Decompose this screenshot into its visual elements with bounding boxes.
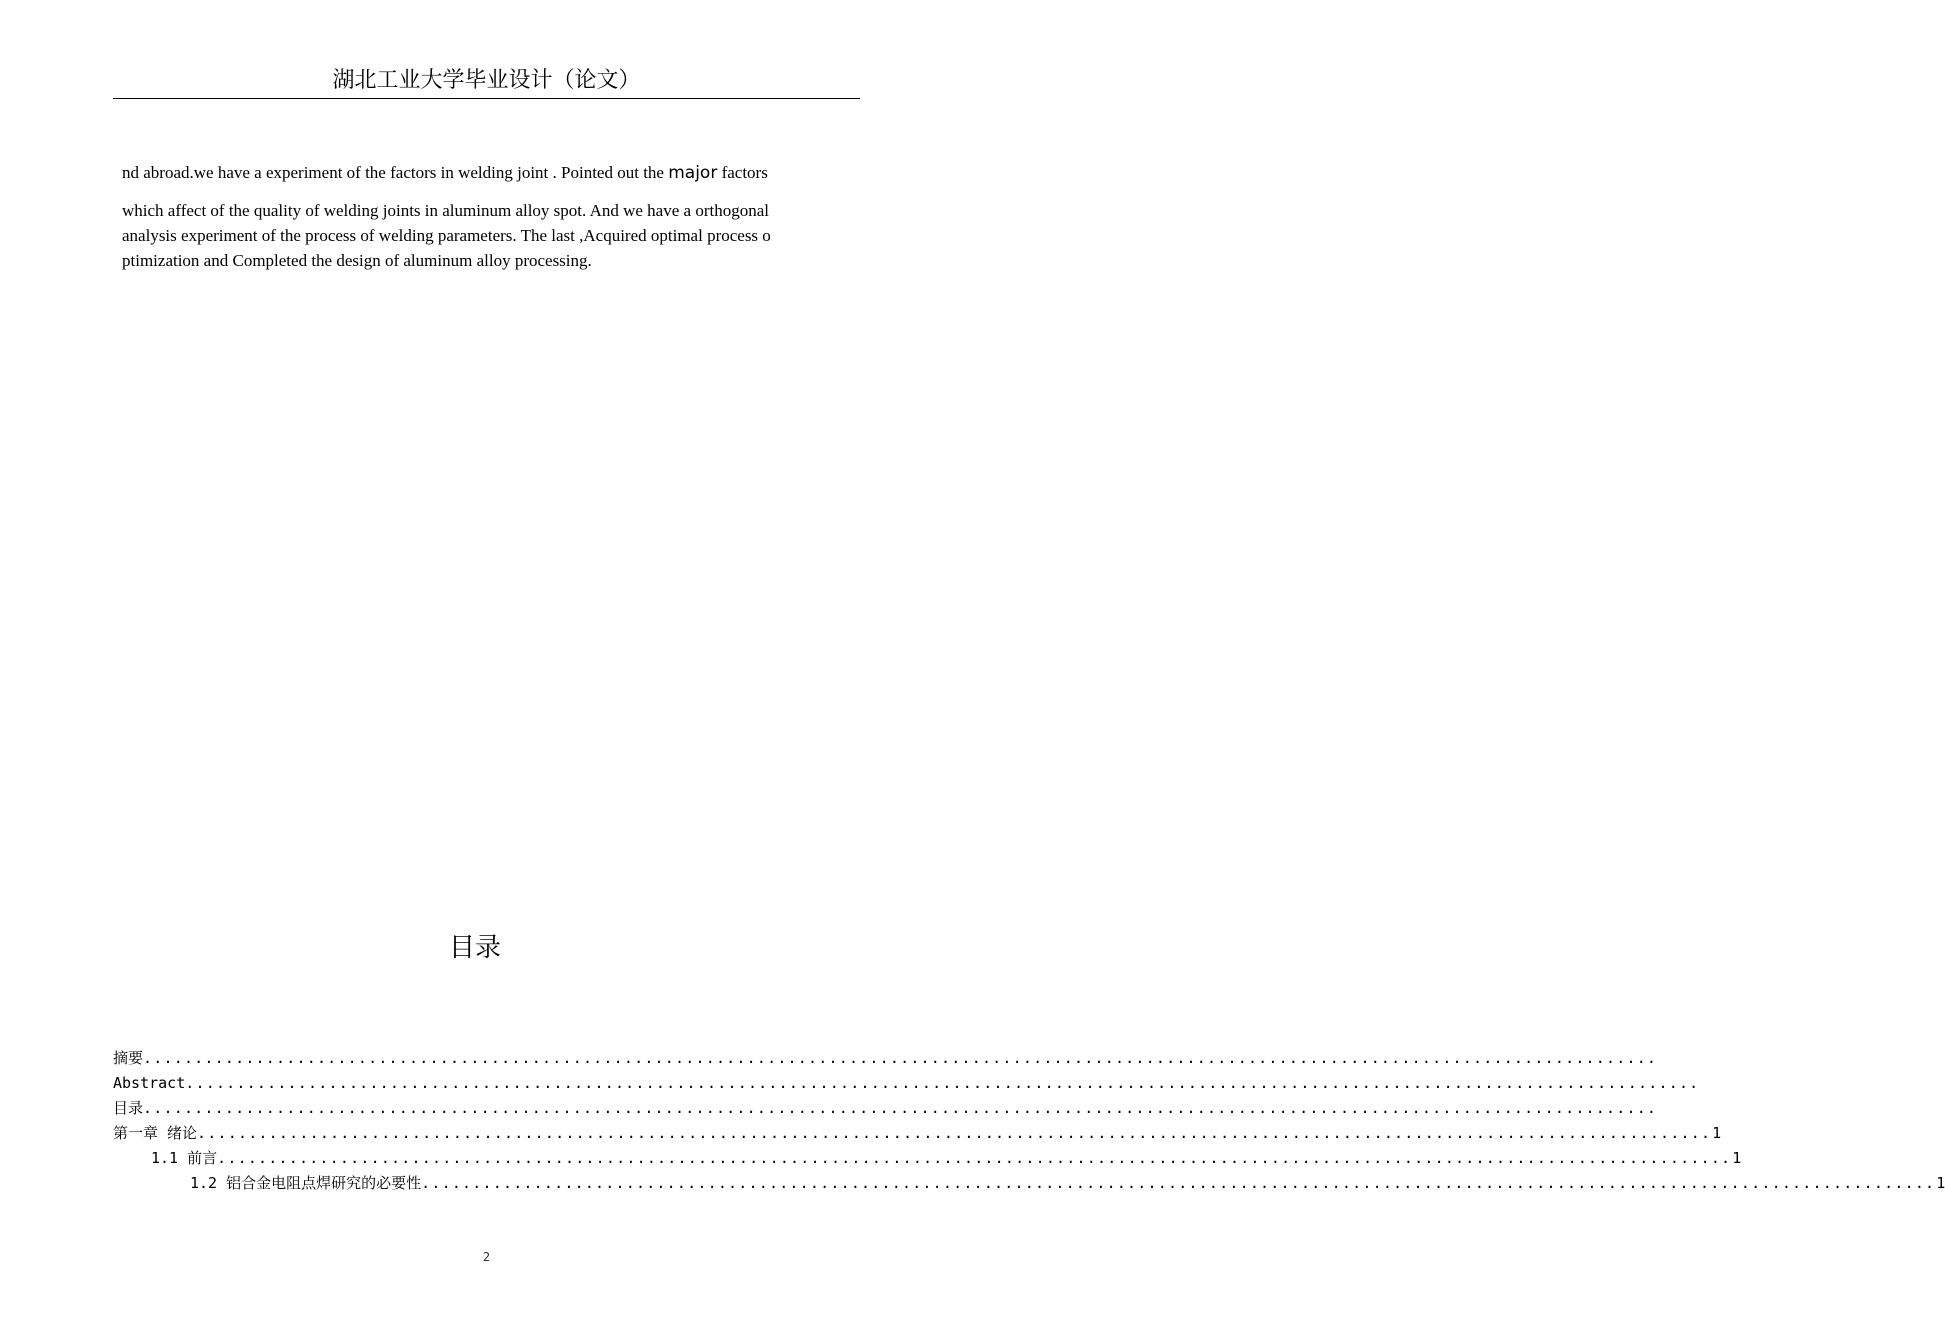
abstract-line-3: analysis experiment of the process of welding parameters. The last ,Acquired optimal process o bbox=[122, 226, 771, 245]
abstract-emphasis-word: major bbox=[668, 163, 718, 183]
header-rule bbox=[113, 98, 860, 99]
page-number: 2 bbox=[482, 1250, 491, 1264]
table-of-contents bbox=[113, 1046, 1945, 1196]
abstract-line-4: ptimization and Completed the design of aluminum alloy processing. bbox=[122, 251, 592, 270]
page-header-title: 湖北工业大学毕业设计（论文） bbox=[332, 68, 641, 93]
toc-entry-section-1-1[interactable] bbox=[113, 1146, 1742, 1171]
toc-leader-dots: .................................................................................................................................................... bbox=[143, 1099, 1658, 1117]
abstract-line-2: which affect of the quality of welding joints in aluminum alloy spot. And we have a orthogonal bbox=[122, 201, 769, 220]
toc-leader-dots: .................................................................................................................................................... bbox=[197, 1124, 1712, 1142]
toc-entry-label: Abstract bbox=[113, 1074, 186, 1092]
toc-entry-section-1-2[interactable] bbox=[113, 1171, 1945, 1196]
toc-leader-dots: .................................................................................................................................................... bbox=[185, 1074, 1700, 1092]
abstract-line-1-start: nd abroad.we have a experiment of the factors in welding joint . Pointed out the bbox=[122, 163, 669, 182]
toc-entry-page: 1 bbox=[1936, 1174, 1945, 1192]
toc-entry-label: 1.2 铝合金电阻点焊研究的必要性 bbox=[190, 1174, 422, 1192]
toc-leader-dots: .................................................................................................................................................... bbox=[421, 1174, 1936, 1192]
toc-leader-dots: .................................................................................................................................................... bbox=[143, 1049, 1658, 1067]
abstract-line-1 bbox=[122, 163, 768, 183]
toc-entry-page: 1 bbox=[1732, 1149, 1742, 1167]
toc-entry-label: 摘要 bbox=[113, 1049, 144, 1067]
toc-entry-label: 第一章 绪论 bbox=[113, 1124, 198, 1142]
toc-entry-contents[interactable] bbox=[113, 1096, 1658, 1121]
toc-title: 目录 bbox=[448, 933, 501, 963]
toc-entry-abstract-cn[interactable] bbox=[113, 1046, 1658, 1071]
toc-leader-dots: .................................................................................................................................................... bbox=[217, 1149, 1732, 1167]
abstract-line-1-end: factors bbox=[717, 163, 768, 182]
toc-entry-abstract-en[interactable] bbox=[113, 1071, 1700, 1096]
toc-entry-page: 1 bbox=[1712, 1124, 1722, 1142]
toc-entry-label: 1.1 前言 bbox=[151, 1149, 218, 1167]
toc-entry-label: 目录 bbox=[113, 1099, 144, 1117]
toc-entry-chapter-1[interactable] bbox=[113, 1121, 1722, 1146]
